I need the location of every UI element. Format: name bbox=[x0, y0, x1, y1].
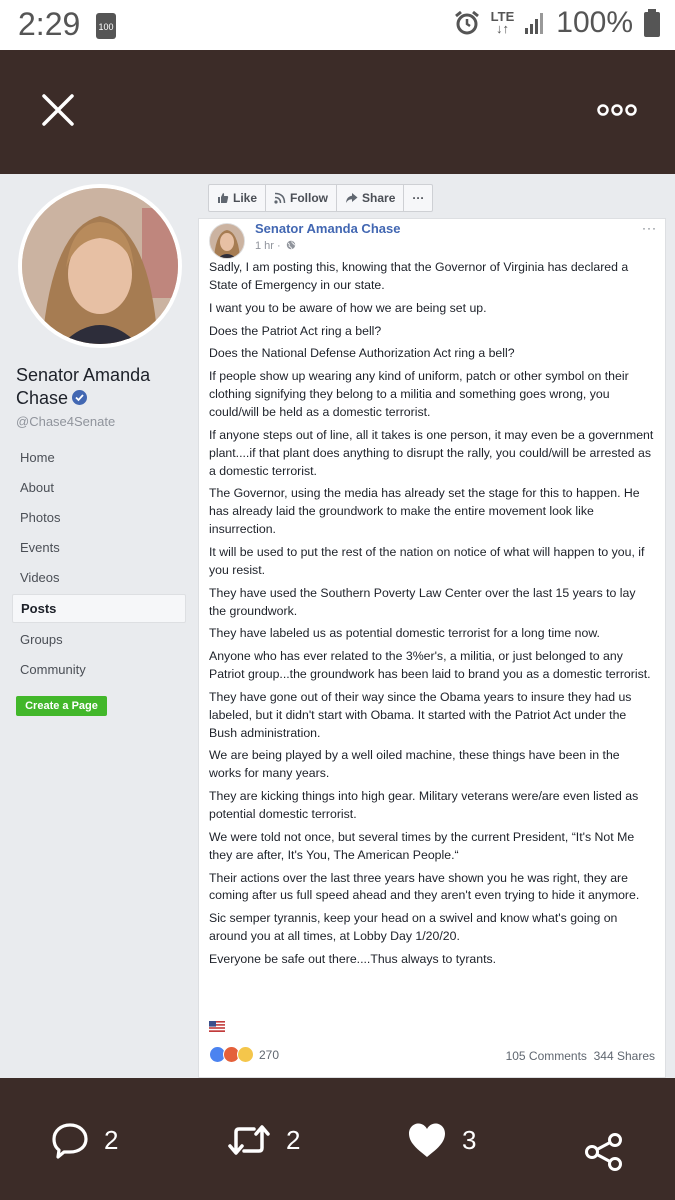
more-horizontal-icon[interactable] bbox=[597, 100, 637, 120]
post-paragraph: Sadly, I am posting this, knowing that the Governor of Virginia has declared a State of Emergency in our state. bbox=[209, 260, 629, 292]
nav-item-community[interactable]: Community bbox=[20, 662, 86, 677]
nav-item-events[interactable]: Events bbox=[20, 540, 60, 555]
like-label: Like bbox=[233, 191, 258, 205]
like-count: 3 bbox=[462, 1124, 477, 1155]
post-paragraph: If people show up wearing any kind of uniform, patch or other symbol on their clothing signifying they belong to a militia and something goes wrong, you could/will be held as a domestic terrorist. bbox=[209, 369, 629, 419]
follow-label: Follow bbox=[290, 191, 329, 205]
globe-icon bbox=[286, 240, 296, 250]
viewer-top-bar bbox=[0, 50, 675, 174]
thumbs-up-icon bbox=[217, 192, 229, 204]
retweet-count: 2 bbox=[286, 1124, 301, 1155]
profile-photo bbox=[22, 188, 178, 344]
nav-item-about[interactable]: About bbox=[20, 480, 54, 495]
status-time: 2:29 bbox=[18, 6, 81, 42]
status-indicators bbox=[453, 6, 661, 40]
post-stats bbox=[506, 1049, 655, 1063]
retweet-icon bbox=[226, 1120, 272, 1160]
like-button[interactable] bbox=[406, 1120, 476, 1160]
create-page-button[interactable]: Create a Page bbox=[16, 696, 107, 716]
post-paragraph: The Governor, using the media has already set the stage for this to happen. He has already laid the groundwork to make the entire movement look like insurrection. bbox=[209, 486, 640, 537]
alarm-icon bbox=[453, 9, 481, 37]
signal-icon bbox=[524, 11, 546, 35]
post-timestamp[interactable]: 1 hr · bbox=[255, 240, 281, 252]
network-type bbox=[491, 11, 515, 35]
like-page-button[interactable] bbox=[209, 185, 266, 211]
page-more-button[interactable]: ··· bbox=[412, 191, 425, 205]
battery-icon bbox=[643, 9, 661, 37]
nav-item-groups[interactable]: Groups bbox=[20, 632, 63, 647]
rss-icon bbox=[274, 192, 286, 204]
post-paragraph: Anyone who has ever related to the 3%er's, a militia, or just belonged to any Patriot group...the groundwork has been laid to brand you as a domestic terrorist. bbox=[209, 649, 651, 682]
page-sidebar bbox=[0, 174, 196, 1078]
battery-notification-icon: 100 bbox=[96, 13, 116, 39]
post-paragraph: Sic semper tyrannis, keep your head on a swivel and know what's going on around you at all times, at Lobby Day 1/20/20. bbox=[209, 911, 618, 944]
post-paragraph: Does the National Defense Authorization Act ring a bell? bbox=[209, 346, 515, 361]
page-name-text: Senator Amanda Chase bbox=[16, 365, 151, 408]
nav-item-photos[interactable]: Photos bbox=[20, 510, 61, 525]
nav-item-videos[interactable]: Videos bbox=[20, 570, 60, 585]
post-paragraph: Does the Patriot Act ring a bell? bbox=[209, 323, 382, 338]
post-paragraph: They have gone out of their way since the Obama years to insure they had us labeled, but it didn't start with Obama. It started with the Patriot Act under the Bush administration. bbox=[209, 689, 632, 740]
post-author-photo bbox=[210, 224, 244, 258]
reaction-summary[interactable] bbox=[209, 1046, 279, 1063]
retweet-button[interactable] bbox=[226, 1120, 300, 1160]
post-author-name[interactable]: Senator Amanda Chase bbox=[255, 221, 401, 236]
post-options-button[interactable]: ··· bbox=[642, 221, 657, 235]
post-paragraph: We are being played by a well oiled machine, these things have been in the works for many years. bbox=[209, 748, 620, 781]
post-paragraph: If anyone steps out of line, all it takes is one person, it may even be a government plant....if that plant does anything to disrupt the rally, you could/will be arrested as a domestic terrorist. bbox=[209, 427, 654, 478]
post-paragraph: They are kicking things into high gear. Military veterans were/are even listed as potential domestic terrorist. bbox=[209, 789, 639, 822]
reply-button[interactable] bbox=[50, 1120, 118, 1160]
share-label: Share bbox=[362, 191, 396, 205]
share-icon[interactable] bbox=[584, 1132, 624, 1172]
us-flag-emoji bbox=[209, 1021, 225, 1032]
share-page-button[interactable] bbox=[337, 185, 404, 211]
verified-badge-icon bbox=[72, 390, 87, 405]
sad-reaction-icon bbox=[237, 1046, 254, 1063]
post-paragraph: They have labeled us as potential domestic terrorist for a long time now. bbox=[209, 626, 600, 641]
post-paragraph: It will be used to put the rest of the nation on notice of what will happen to you, if you resist. bbox=[209, 544, 645, 577]
battery-percent: 100% bbox=[556, 6, 633, 39]
comment-bubble-icon bbox=[50, 1120, 90, 1160]
tweet-action-bar bbox=[0, 1078, 675, 1200]
nav-item-posts[interactable]: Posts bbox=[12, 594, 186, 623]
close-icon[interactable] bbox=[40, 92, 76, 128]
facebook-screenshot bbox=[0, 174, 675, 1078]
post-card bbox=[198, 218, 666, 1078]
profile-avatar[interactable] bbox=[18, 184, 182, 348]
network-label: LTE bbox=[490, 9, 515, 24]
page-name bbox=[16, 364, 191, 410]
post-paragraph: Their actions over the last three years have shown you he was right, they are coming after us full speed ahead and they aren't even trying to hide it anymore. bbox=[209, 870, 640, 903]
post-paragraph: They have used the Southern Poverty Law Center over the last 15 years to lay the groundwork. bbox=[209, 585, 636, 618]
shares-count[interactable]: 344 Shares bbox=[593, 1049, 655, 1063]
post-paragraph: We were told not once, but several times by the current President, “It's Not Me they are after, It's You, The American People.“ bbox=[209, 829, 635, 862]
network-arrows: ↓↑ bbox=[495, 21, 509, 36]
page-handle: @Chase4Senate bbox=[16, 414, 116, 429]
heart-icon bbox=[406, 1120, 448, 1160]
reply-count: 2 bbox=[104, 1124, 119, 1155]
follow-page-button[interactable] bbox=[266, 185, 337, 211]
share-arrow-icon bbox=[345, 192, 358, 204]
post-author-avatar[interactable] bbox=[209, 223, 245, 259]
post-paragraph: I want you to be aware of how we are being set up. bbox=[209, 300, 487, 315]
nav-item-home[interactable]: Home bbox=[20, 450, 55, 465]
post-meta bbox=[255, 240, 296, 252]
post-body bbox=[209, 259, 655, 974]
status-bar bbox=[0, 0, 675, 50]
page-nav bbox=[12, 444, 186, 686]
post-paragraph: Everyone be safe out there....Thus always to tyrants. bbox=[209, 951, 497, 966]
comments-count[interactable]: 105 Comments bbox=[505, 1049, 587, 1063]
reaction-count: 270 bbox=[259, 1047, 280, 1062]
page-action-bar bbox=[208, 184, 433, 212]
